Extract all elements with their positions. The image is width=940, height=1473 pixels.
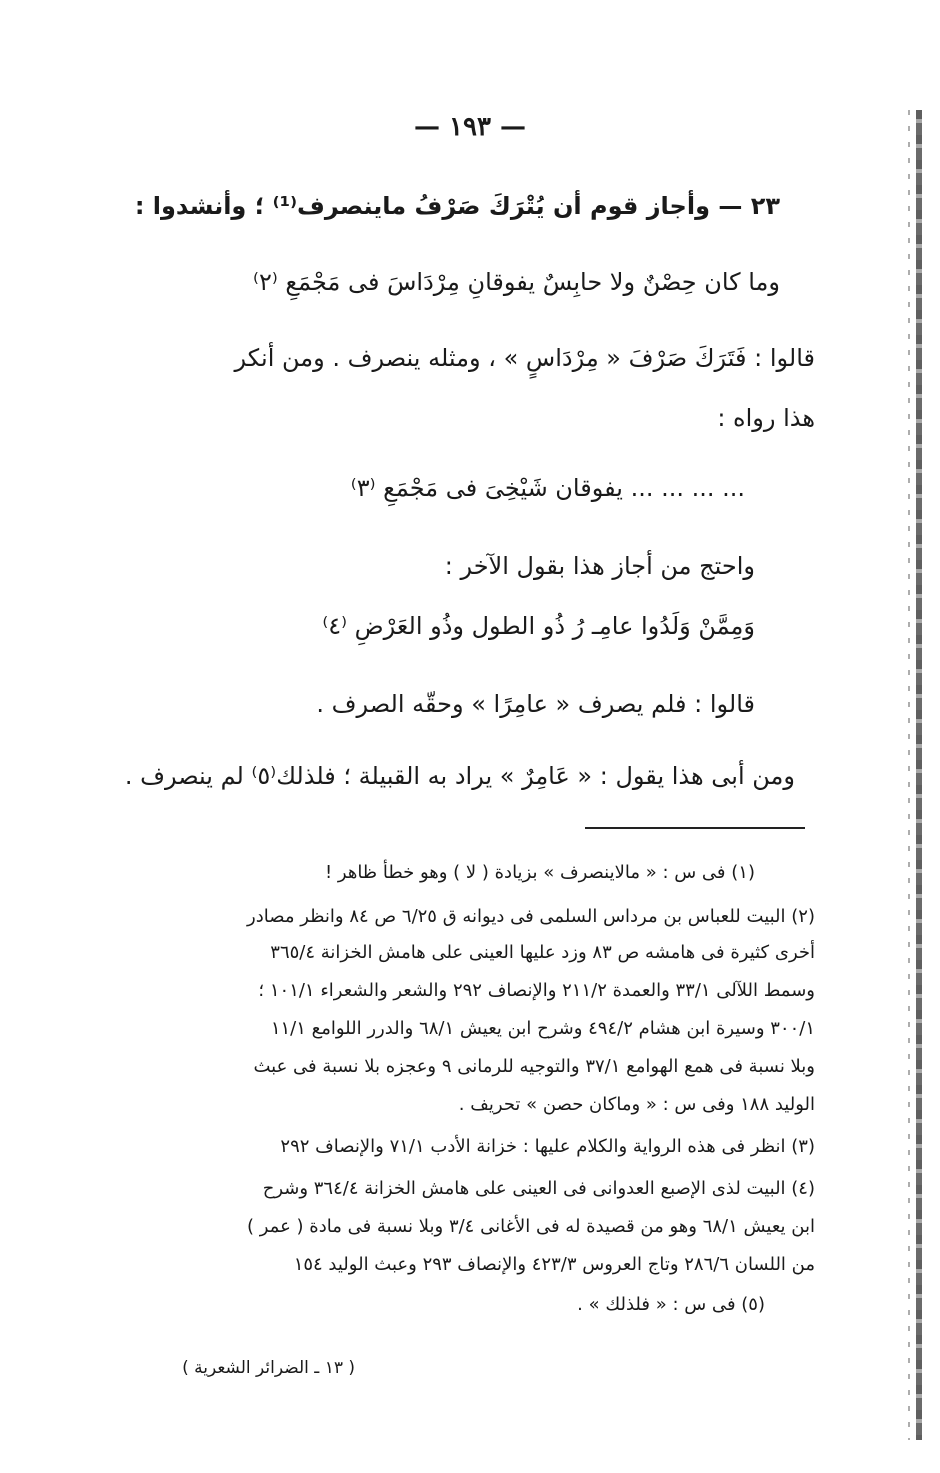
body-line-6: واحتج من أجاز هذا بقول الآخر :: [444, 552, 755, 580]
footnote-2-line-2: أخرى كثيرة فى هامشه ص ٨٣ وزد عليها العينى على هامش الخزانة ٣٦٥/٤: [270, 942, 815, 963]
footnote-2-line-3: وسمط اللآلى ٣٣/١ والعمدة ٢١١/٢ والإنصاف ٢٩٢ والشعر والشعراء ١٠١/١ ؛: [258, 980, 815, 1001]
verse-line-2: ... ... ... ... يفوقان شَيْخِىَ فى مَجْمَعِ ⁽٣⁾: [350, 474, 745, 502]
body-line-8: قالوا : فلم يصرف « عامِرًا » وحقّه الصرف .: [316, 690, 755, 718]
binding-edge-shadow: [908, 110, 910, 1440]
footnote-4-line-1: (٤) البيت لذى الإصبع العدوانى فى العينى على هامش الخزانة ٣٦٤/٤ وشرح: [262, 1178, 815, 1199]
page-number: — ١٩٣ —: [413, 112, 527, 142]
body-line-4: هذا رواه :: [717, 404, 815, 432]
body-line-1: ٢٣ — وأجاز قوم أن يُتْرَكَ صَرْفُ ماينصرف⁽¹⁾ ؛ وأنشدوا :: [134, 192, 780, 220]
footnote-2-line-6: الوليد ١٨٨ وفى س : « وماكان حصن » تحريف .: [458, 1094, 815, 1115]
body-line-3: قالوا : فَتَرَكَ صَرْفَ « مِرْدَاسٍ » ، ومثله ينصرف . ومن أنكر: [234, 344, 815, 372]
verse-line-3: وَمِمَّنْ وَلَدُوا عامِـ رُ ذُو الطول وذُو العَرْضِ ⁽٤⁾: [322, 612, 755, 640]
footnote-2-line-4: ٣٠٠/١ وسيرة ابن هشام ٤٩٤/٢ وشرح ابن يعيش ٦٨/١ والدرر اللوامع ١١/١: [270, 1018, 815, 1039]
footnote-divider: [585, 827, 805, 829]
body-line-9: ومن أبى هذا يقول : « عَامِرٌ » يراد به القبيلة ؛ فلذلك⁽٥⁾ لم ينصرف .: [124, 762, 795, 790]
footnote-4-line-3: من اللسان ٢٨٦/٦ وتاج العروس ٤٢٣/٣ والإنصاف ٢٩٣ وعبث الوليد ١٥٤: [293, 1254, 815, 1275]
footnote-3: (٣) انظر فى هذه الرواية والكلام عليها : خزانة الأدب ٧١/١ والإنصاف ٢٩٢: [280, 1136, 815, 1157]
signature-mark: ( ١٣ ـ الضرائر الشعرية ): [182, 1358, 355, 1378]
footnote-2-line-5: وبلا نسبة فى همع الهوامع ٣٧/١ والتوجيه للرمانى ٩ وعجزه بلا نسبة فى عبث: [253, 1056, 815, 1077]
footnote-5: (٥) فى س : « فلذلك » .: [577, 1294, 765, 1315]
binding-edge: [916, 110, 922, 1440]
footnote-1: (١) فى س : « مالاينصرف » بزيادة ( لا ) وهو خطأ ظاهر !: [324, 862, 755, 883]
verse-line-1: وما كان حِصْنٌ ولا حابِسٌ يفوقانِ مِرْدَاسَ فى مَجْمَعِ ⁽٢⁾: [253, 268, 780, 296]
footnote-4-line-2: ابن يعيش ٦٨/١ وهو من قصيدة له فى الأغانى ٣/٤ وبلا نسبة فى مادة ( عمر ): [247, 1216, 815, 1237]
footnote-2-line-1: (٢) البيت للعباس بن مرداس السلمى فى ديوانه ق ٦/٢٥ ص ٨٤ وانظر مصادر: [247, 906, 815, 927]
